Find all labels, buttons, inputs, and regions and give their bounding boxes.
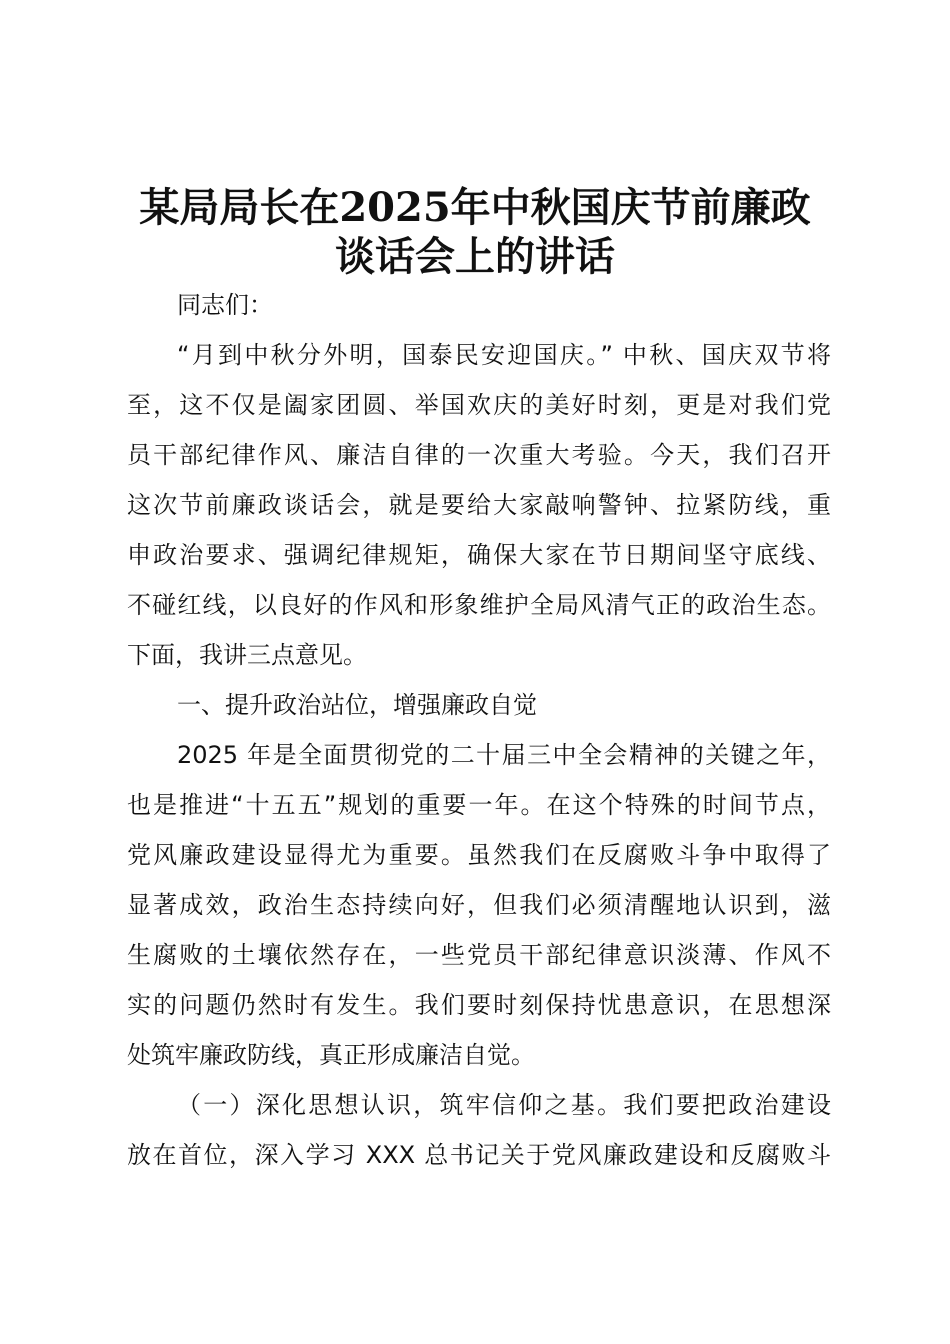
text-line: 一、提升政治站位，增强廉政自觉: [177, 691, 537, 719]
text-line: 处筑牢廉政防线，真正形成廉洁自觉。: [127, 1041, 535, 1069]
text-line: 至，这不仅是阖家团圆、举国欢庆的美好时刻，更是对我们党: [127, 391, 831, 419]
text-line: 员干部纪律作风、廉洁自律的一次重大考验。今天，我们召开: [127, 441, 831, 469]
title-line: 某局局长在2025年中秋国庆节前廉政: [139, 184, 811, 231]
text-line: 2025 年是全面贯彻党的二十届三中全会精神的关键之年，: [177, 741, 831, 769]
text-line: 放在首位，深入学习 XXX 总书记关于党风廉政建设和反腐败斗: [127, 1141, 831, 1169]
text-line: 不碰红线，以良好的作风和形象维护全局风清气正的政治生态。: [127, 591, 831, 619]
salutation: [127, 280, 831, 330]
text-line: 党风廉政建设显得尤为重要。虽然我们在反腐败斗争中取得了: [127, 841, 831, 869]
text-line: “月到中秋分外明，国泰民安迎国庆。” 中秋、国庆双节将: [177, 341, 831, 369]
section-heading: [127, 680, 831, 730]
text-line: 下面，我讲三点意见。: [127, 641, 367, 669]
paragraph: [127, 730, 831, 1080]
document-title: [100, 183, 850, 281]
text-line: 实的问题仍然时有发生。我们要时刻保持忧患意识，在思想深: [127, 991, 831, 1019]
title-line: 谈话会上的讲话: [335, 233, 615, 280]
text-line: 生腐败的土壤依然存在，一些党员干部纪律意识淡薄、作风不: [127, 941, 831, 969]
text-line: （一）深化思想认识，筑牢信仰之基。我们要把政治建设: [177, 1091, 831, 1119]
text-line: 申政治要求、强调纪律规矩，确保大家在节日期间坚守底线、: [127, 541, 831, 569]
text-line: 这次节前廉政谈话会，就是要给大家敲响警钟、拉紧防线，重: [127, 491, 831, 519]
text-line: 同志们：: [177, 291, 273, 319]
text-line: 显著成效，政治生态持续向好，但我们必须清醒地认识到，滋: [127, 891, 831, 919]
paragraph: [127, 330, 831, 680]
paragraph: [127, 1080, 831, 1180]
text-line: 也是推进“十五五”规划的重要一年。在这个特殊的时间节点，: [127, 791, 831, 819]
document-body: [127, 280, 831, 1180]
